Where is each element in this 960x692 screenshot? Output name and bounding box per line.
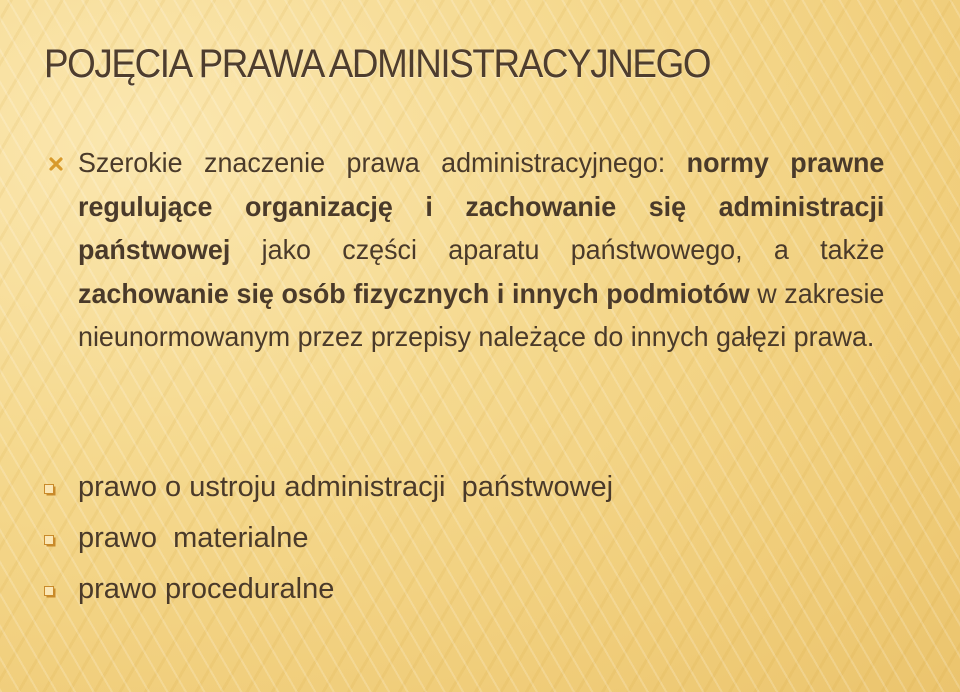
checkbox-square-icon: [44, 586, 56, 598]
paragraph-bold-persons: zachowanie się osób fizycznych i innych podmiotów: [78, 277, 750, 309]
slide-title: POJĘCIA PRAWA ADMINISTRACYJNEGO: [44, 42, 711, 86]
list-item-label: prawo proceduralne: [78, 573, 335, 605]
checkbox-square-icon: [44, 535, 56, 547]
list-item: [44, 513, 904, 564]
x-mark-icon: [48, 156, 64, 172]
sub-list: [44, 462, 904, 615]
paragraph-text: [78, 141, 884, 359]
checkbox-square-icon: [44, 484, 56, 496]
paragraph-bold-definition: normy prawne regulujące organizację i zachowanie się administracji państwowej: [78, 147, 885, 265]
main-paragraph: [48, 141, 918, 359]
list-item: [44, 564, 904, 615]
paragraph-middle: jako części aparatu państwowego, a także: [230, 234, 885, 265]
list-item: [44, 462, 904, 513]
list-item-label: prawo materialne: [78, 522, 309, 554]
list-item-label: prawo o ustroju administracji państwowej: [78, 471, 614, 503]
paragraph-end: w zakresie nieunormowanym przez przepisy należące do innych gałęzi prawa.: [78, 277, 885, 352]
paragraph-intro: Szerokie znaczenie prawa administracyjnego:: [78, 147, 687, 178]
